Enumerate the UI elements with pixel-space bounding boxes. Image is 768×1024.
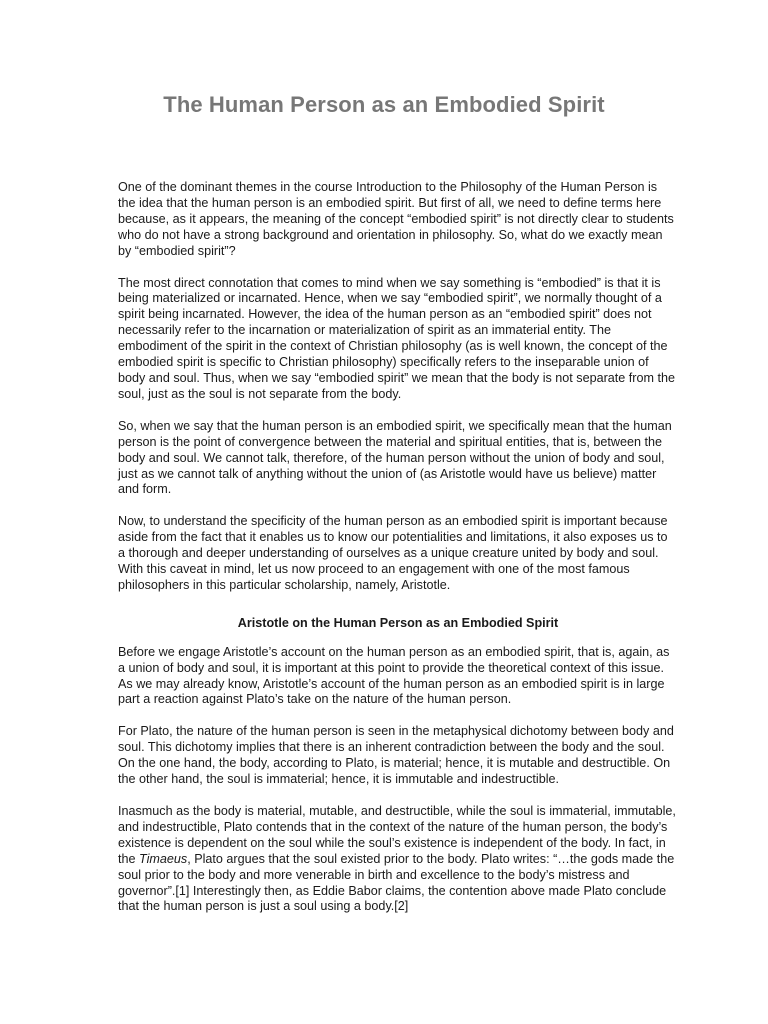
paragraph-intro-1: One of the dominant themes in the course Introduction to the Philosophy of the Human Person is the idea that the human person is an embodied spirit. But first of all, we need to define terms here because, as it appears, the meaning of the concept “embodied spirit” is not directly clear to students who do not have a strong background and orientation in philosophy. So, what do we exactly mean by “embodied spirit”? xyxy=(118,180,674,258)
paragraph-section-1: Before we engage Aristotle’s account on the human person as an embodied spirit, that is, again, as a union of body and soul, it is important at this point to provide the theoretical context of this issue. As we may already know, Aristotle’s account of the human person as an embodied spirit is in large part a reaction against Plato’s take on the nature of the human person. xyxy=(118,644,670,707)
italic-title-timaeus: Timaeus xyxy=(139,851,188,866)
paragraph-section-2: For Plato, the nature of the human person is seen in the metaphysical dichotomy between body and soul. This dichotomy implies that there is an inherent contradiction between the body and the soul. On the one hand, the body, according to Plato, is material; hence, it is mutable and destructible. On the other hand, the soul is immaterial; hence, it is immutable and indestructible. xyxy=(118,724,674,787)
document-title: The Human Person as an Embodied Spirit xyxy=(163,92,605,117)
section-heading: Aristotle on the Human Person as an Embodied Spirit xyxy=(237,615,559,630)
paragraph-section-3 xyxy=(118,804,678,915)
paragraph-intro-3: So, when we say that the human person is an embodied spirit, we specifically mean that the human person is the point of convergence between the material and spiritual entities, that is, between the body and soul. We cannot talk, therefore, of the human person without the union of body and soul, just as we cannot talk of anything without the union of (as Aristotle would have us believe) matter and form. xyxy=(118,418,672,497)
paragraph-text-after-italic: , Plato argues that the soul existed prior to the body. Plato writes: “…the gods made the soul prior to the body and more venerable in birth and excellence to the body’s mistress and governor”.[1] Interestingly then, as Eddie Babor claims, the contention above made Plato conclude that the human person is just a soul using a body.[2] xyxy=(118,851,675,914)
paragraph-text-before-italic: Inasmuch as the body is material, mutable, and destructible, while the soul is immaterial, immutable, and indestructible, Plato contends that in the context of the nature of the human person, the body’s existence is dependent on the soul while the soul’s existence is independent of the body. In fact, in the xyxy=(118,804,676,866)
paragraph-intro-4: Now, to understand the specificity of the human person as an embodied spirit is important because aside from the fact that it enables us to know our potentialities and limitations, it also exposes us to a thorough and deeper understanding of ourselves as a unique creature united by body and soul. With this caveat in mind, let us now proceed to an engagement with one of the most famous philosophers in this particular scholarship, namely, Aristotle. xyxy=(118,514,668,592)
paragraph-intro-2: The most direct connotation that comes to mind when we say something is “embodied” is that it is being materialized or incarnated. Hence, when we say “embodied spirit”, we normally thought of a spirit being incarnated. However, the idea of the human person as an “embodied spirit” does not necessarily refer to the incarnation or materialization of spirit as an immaterial entity. The embodiment of the spirit in the context of Christian philosophy (as is well known, the concept of the embodied spirit is specific to Christian philosophy) specifically refers to the inseparable union of body and soul. Thus, when we say “embodied spirit” we mean that the body is not separate from the soul, just as the soul is not separate from the body. xyxy=(118,275,675,401)
document-body xyxy=(118,180,678,931)
